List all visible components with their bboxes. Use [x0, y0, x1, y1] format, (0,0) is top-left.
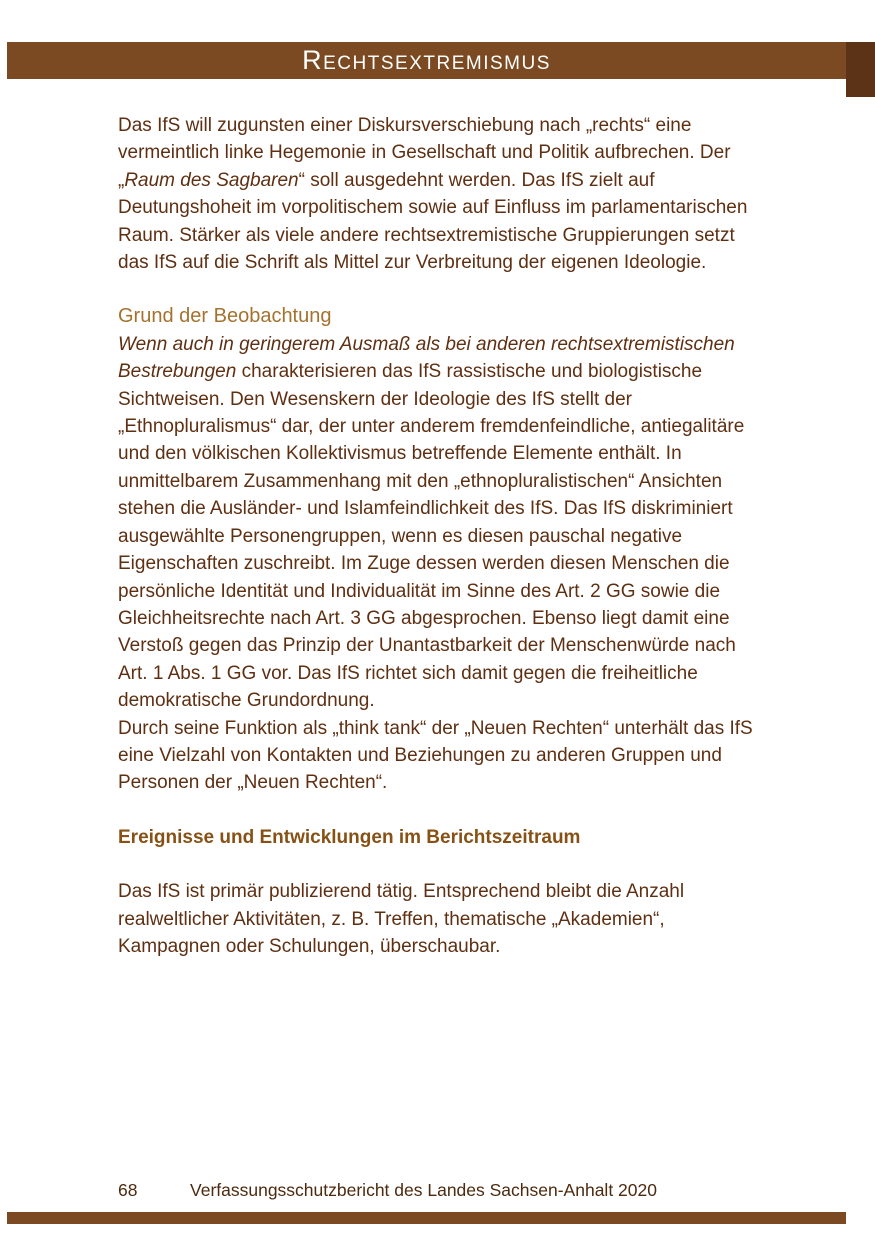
beobachtung-paragraph [118, 331, 760, 715]
chapter-header-bar [7, 42, 846, 79]
beobachtung-lead-italic: Wenn auch in geringerem Ausmaß als bei anderen rechtsextremistischen Bestrebungen [118, 333, 735, 383]
page-edge-tab [846, 42, 875, 97]
bottom-rule-bar [7, 1212, 846, 1224]
page-footer [118, 1180, 760, 1201]
intro-text-italic: Raum des Sagbaren [124, 169, 299, 191]
section-heading-ereignisse: Ereignisse und Entwicklungen im Berichtszeitraum [118, 826, 581, 848]
intro-paragraph [118, 112, 760, 276]
intro-text-pre: Das IfS will zugunsten einer Diskursverschiebung nach „rechts“ eine vermeintlich linke Hegemonie in Gesellschaft und Politik aufbrechen. Der „ [118, 115, 731, 191]
intro-text-post: “ soll ausgedehnt werden. Das IfS zielt auf Deutungshoheit im vorpolitischem sowie auf Einfluss im parlamentarischen Raum. Stärker als viele andere rechtsextremistische Gruppierungen setzt das IfS auf die Schrift als Mittel zur Verbreitung der eigenen Ideologie. [118, 169, 748, 274]
chapter-title: Rechtsextremismus [302, 45, 551, 75]
beobachtung-text: charakterisieren das IfS rassistische und biologistische Sichtweisen. Den Wesenskern der Ideologie des IfS stellt der „Ethnopluralismus“ dar, der unter anderem fremdenfeindliche, antiegalitäre und den völkischen Kollektivismus betreffende Elemente enthält. In unmittelbarem Zusammenhang mit den „ethnopluralistischen“ Ansichten stehen die Ausländer- und Islamfeindlichkeit des IfS. Das IfS diskriminiert ausgewählte Personengruppen, wenn es diesen pauschal negative Eigenschaften zuschreibt. Im Zuge dessen werden diesen Menschen die persönliche Identität und Individualität im Sinne des Art. 2 GG sowie die Gleichheitsrechte nach Art. 3 GG abgesprochen. Ebenso liegt damit eine Verstoß gegen das Prinzip der Unantastbarkeit der Menschenwürde nach Art. 1 Abs. 1 GG vor. Das IfS richtet sich damit gegen die freiheitliche demokratische Grundordnung. [118, 361, 745, 712]
ereignisse-paragraph: Das IfS ist primär publizierend tätig. Entsprechend bleibt die Anzahl realweltlicher Aktivitäten, z. B. Treffen, thematische „Akademien“, Kampagnen oder Schulungen, überschaubar. [118, 881, 685, 957]
thinktank-paragraph: Durch seine Funktion als „think tank“ der „Neuen Rechten“ unterhält das IfS eine Vielzahl von Kontakten und Beziehungen zu anderen Gruppen und Personen der „Neuen Rechten“. [118, 717, 753, 794]
footer-report-title: Verfassungsschutzbericht des Landes Sachsen-Anhalt 2020 [190, 1180, 657, 1200]
section-heading-grund-der-beobachtung: Grund der Beobachtung [118, 305, 332, 328]
page-content [118, 112, 760, 960]
page-number: 68 [118, 1180, 138, 1200]
